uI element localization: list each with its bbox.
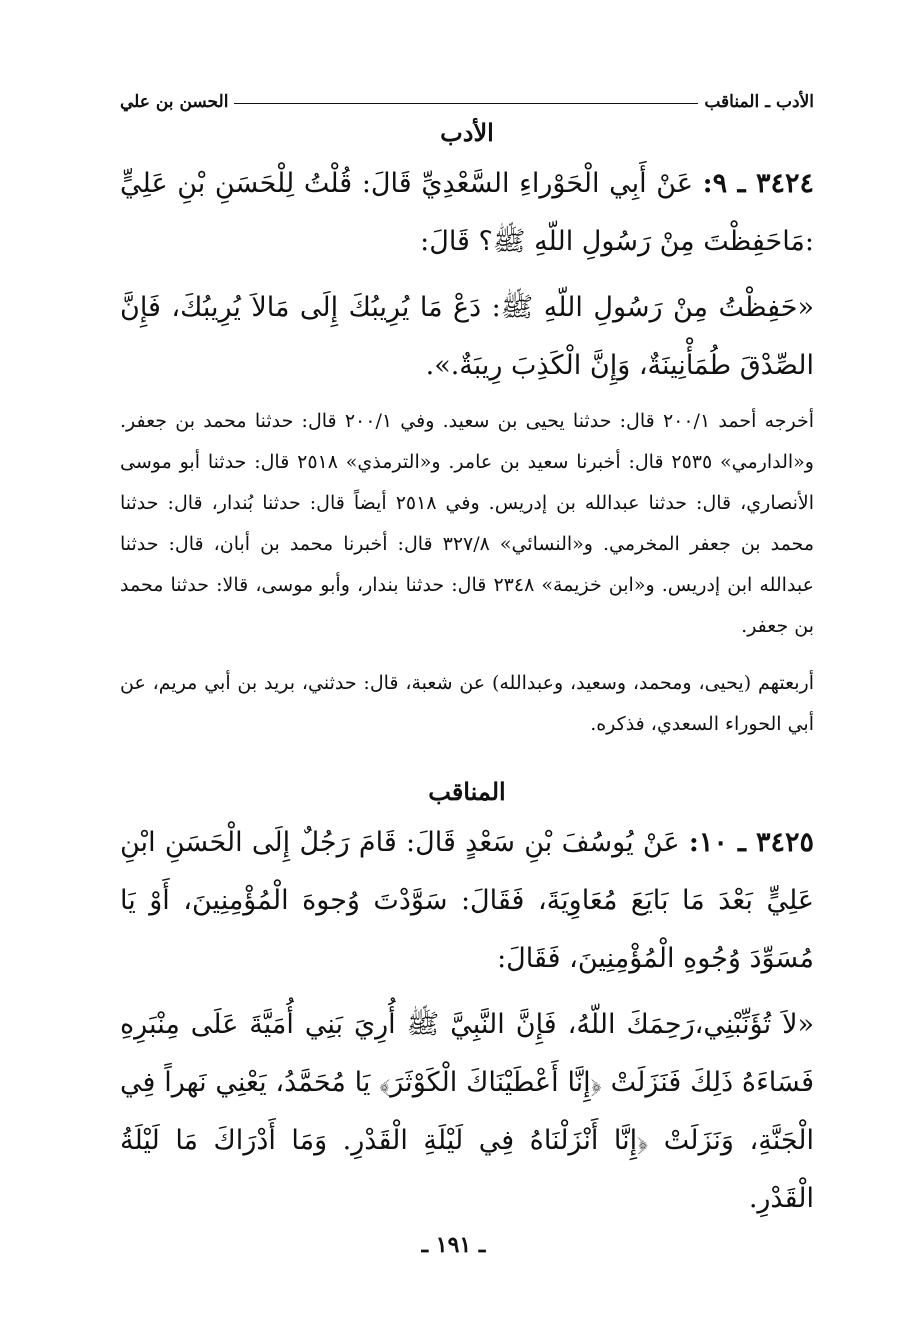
running-head-subject: الحسن بن علي [120, 92, 229, 112]
takhrij-paragraph: أخرجه أحمد ٢٠٠/١ قال: حدثنا يحيى بن سعيد. وفي ٢٠٠/١ قال: حدثنا محمد بن جعفر. و«الدارمي» ٢٥٣٥ قال: أخبرنا سعيد بن عامر. و«الترمذي» ٢٥١٨ قال: حدثنا أبو موسى الأنصاري، قال: حدثنا عبدالله بن إدريس. وفي ٢٥١٨ أيضاً قال: حدثنا بُندار، قال: حدثنا محمد بن جعفر المخرمي. و«النسائي» ٣٢٧/٨ قال: أخبرنا محمد بن أبان، قال: حدثنا عبدالله ابن إدريس. و«ابن خزيمة» ٢٣٤٨ قال: حدثنا بندار، وأبو موسى، قالا: حدثنا محمد بن جعفر. [120, 410, 815, 637]
hadith-3425-intro [120, 814, 814, 988]
section-title-adab: الأدب [440, 118, 494, 147]
hadith-number: ٣٤٢٤ ـ ٩: [702, 168, 814, 199]
hadith-3424-intro [120, 155, 814, 271]
page-content [120, 112, 814, 1228]
hadith-3425-matn: «لاَ تُؤَنِّبْنِي،رَحِمَكَ اللّهُ، فَإِنَّ النَّبِيَّ ﷺ أُرِيَ بَنِي أُمَيَّةَ عَلَى مِنْبَرِهِ فَسَاءَهُ ذَلِكَ فَنَزَلَتْ ﴿إِنَّا أَعْطَيْنَاكَ الْكَوْثَرَ﴾ يَا مُحَمَّدُ، يَعْنِي نَهراً فِي الْجَنَّةِ، وَنَزَلَتْ ﴿إِنَّا أَنْزَلْنَاهُ فِي لَيْلَةِ الْقَدْرِ. وَمَا أَدْرَاكَ مَا لَيْلَةُ الْقَدْرِ. [120, 1009, 814, 1214]
hadith-text: عَنْ أَبِي الْحَوْراءِ السَّعْدِيِّ قَالَ: قُلْتُ لِلْحَسَنِ بْنِ عَلِيٍّ :مَاحَفِظْتَ مِنْ رَسُولِ اللّهِ ﷺ؟ قَالَ: [120, 168, 814, 257]
hadith-number: ٣٤٢٥ ـ ١٠: [688, 827, 814, 858]
hadith-3424-matn: «حَفِظْتُ مِنْ رَسُولِ اللّهِ ﷺ: دَعْ مَا يُرِيبُكَ إِلَى مَالاَ يُرِيبُكَ، فَإِنَّ الصِّدْقَ طُمَأْنِينَةٌ، وَإِنَّ الْكَذِبَ رِيبَةٌ.». [120, 292, 814, 381]
section-title-manaqib: المناقب [428, 777, 506, 806]
running-head-rule [234, 103, 698, 104]
hadith-text: عَنْ يُوسُفَ بْنِ سَعْدٍ قَالَ: قَامَ رَجُلٌ إِلَى الْحَسَنِ ابْنِ عَلِيٍّ بَعْدَ مَا بَايَعَ مُعَاوِيَةَ، فَقَالَ: سَوَّدْتَ وُجوهَ الْمُؤْمِنِينَ، أَوْ يَا مُسَوِّدَ وُجُوهِ الْمُؤْمِنِينَ، فَقَالَ: [120, 827, 814, 974]
takhrij-paragraph-summary: أربعتهم (يحيى، ومحمد، وسعيد، وعبدالله) عن شعبة، قال: حدثني، بريد بن أبي مريم، عن أبي الحوراء السعدي، فذكره. [120, 672, 814, 735]
page-number: ـ ١٩١ ـ [421, 1232, 486, 1258]
running-head [120, 82, 814, 112]
running-head-chapter: الأدب ـ المناقب [704, 92, 814, 112]
